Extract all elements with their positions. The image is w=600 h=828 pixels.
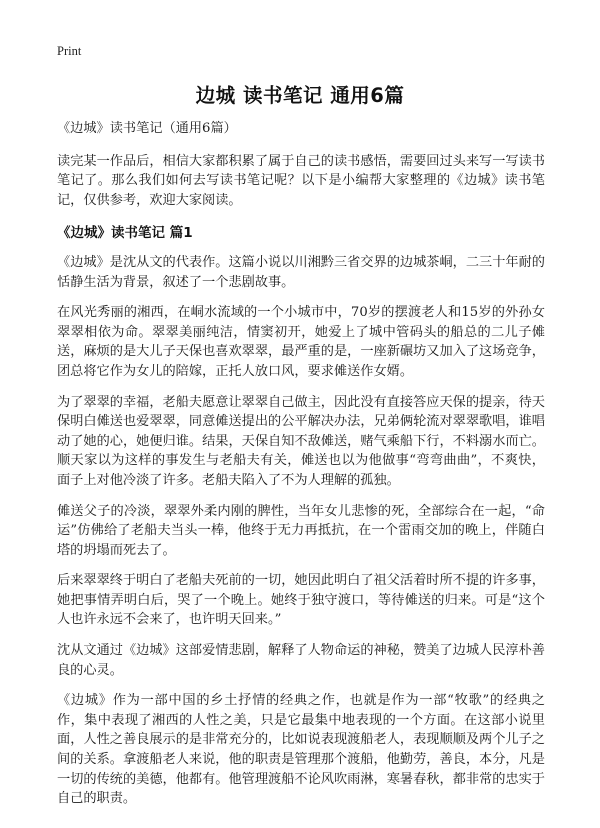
body-paragraph: 为了翠翠的幸福，老船夫愿意让翠翠自己做主，因此没有直接答应天保的提亲，待天保明白傩送也爱翠翠，同意傩送提出的公平解决办法，兄弟俩轮流对翠翠歌唱，谁唱动了她的心，她便归谁。结果，天保自知不敌傩送，赌气乘船下行，不料溺水而亡。顺天家以为这样的事发生与老船夫有关，傩送也以为他做事“弯弯曲曲”，不爽快，面子上对他冷淡了许多。老船夫陷入了不为人理解的孤独。 (57, 394, 545, 488)
body-paragraph: 傩送父子的冷淡，翠翠外柔内刚的脾性，当年女儿悲惨的死，全部综合在一起，“命运”仿佛给了老船夫当头一棒，他终于无力再抵抗，在一个雷雨交加的晚上，伴随白塔的坍塌而死去了。 (57, 503, 545, 558)
body-paragraph: 在风光秀丽的湘西，在峒水流域的一个小城市中，70岁的摆渡老人和15岁的外孙女翠翠相依为命。翠翠美丽纯洁，情窦初开，她爱上了城中管码头的船总的二儿子傩送，麻烦的是大儿子天保也喜欢翠翠，最严重的是，一座新碾坊又加入了这场竞争，团总将它作为女儿的陪嫁，正托人放口风，要求傩送作女婿。 (57, 305, 545, 379)
document-body (57, 119, 545, 820)
intro-paragraph: 读完某一作品后，相信大家都积累了属于自己的读书感悟，需要回过头来写一写读书笔记了。那么我们如何去写读书笔记呢？以下是小编帮大家整理的《边城》读书笔记，仅供参考，欢迎大家阅读。 (57, 153, 545, 208)
body-paragraph: 《边城》是沈从文的代表作。这篇小说以川湘黔三省交界的边城茶峒，二三十年耐的恬静生活为背景，叙述了一个悲剧故事。 (57, 254, 545, 290)
document-subtitle: 《边城》读书笔记（通用6篇） (57, 121, 237, 136)
body-paragraph: 后来翠翠终于明白了老船夫死前的一切，她因此明白了祖父活着时所不提的许多事，她把事情弄明白后，哭了一个晚上。她终于独守渡口，等待傩送的归来。可是“这个人也许永远不会来了，也许明天回来。” (57, 573, 545, 628)
section-heading: 《边城》读书笔记 篇1 (57, 225, 193, 242)
print-link[interactable]: Print (57, 44, 82, 58)
page-title: 边城 读书笔记 通用6篇 (195, 84, 405, 107)
body-paragraph: 《边城》作为一部中国的乡土抒情的经典之作，也就是作为一部“牧歌”的经典之作，集中表现了湘西的人性之美，只是它最集中地表现的一个方面。在这部小说里面，人性之善良展示的是非常充分的，比如说表现渡船老人，表现顺顺及两个儿子之间的关系。拿渡船老人来说，他的职责是管理那个渡船，他勤劳，善良，本分，凡是一切的传统的美德，他都有。他管理渡船不论风吹雨淋，寒暑春秋，都非常的忠实于自己的职责。 (57, 693, 545, 807)
body-paragraph: 沈从文通过《边城》这部爱情悲剧，解释了人物命运的神秘，赞美了边城人民淳朴善良的心灵。 (57, 643, 545, 678)
